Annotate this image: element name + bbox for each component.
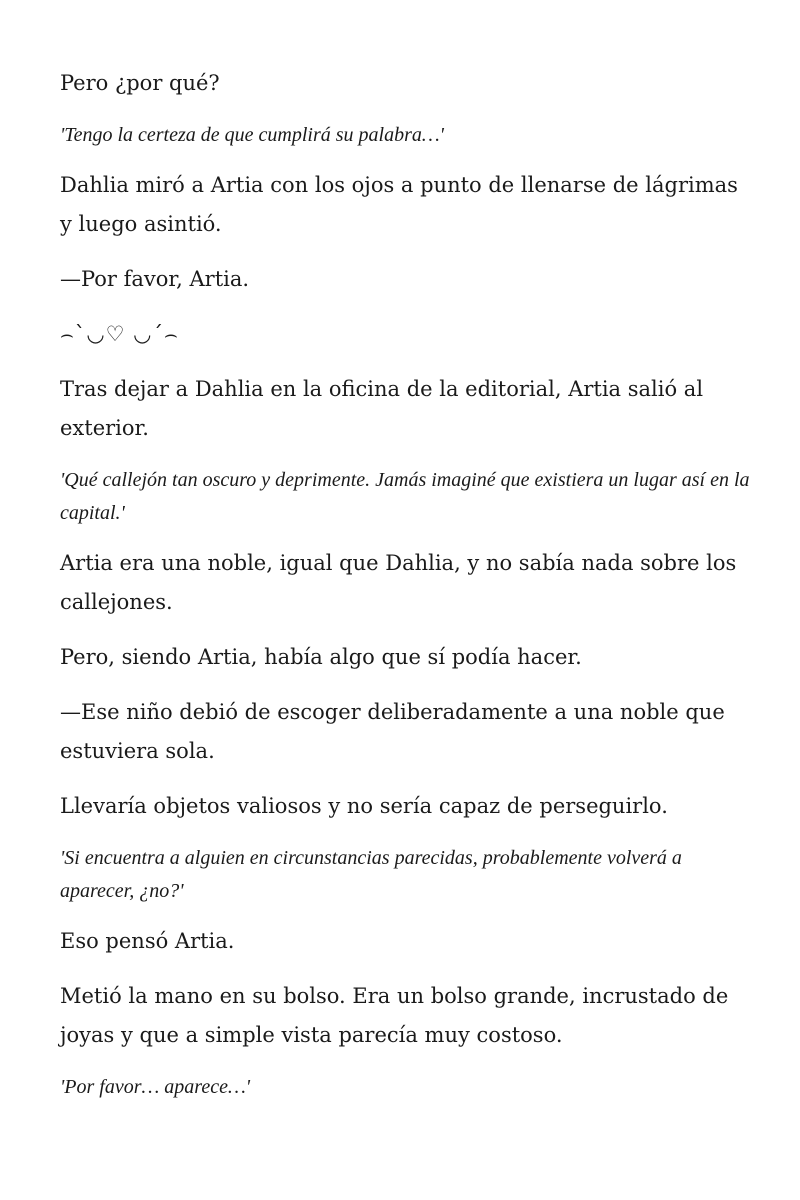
paragraph: Pero ¿por qué? — [60, 71, 220, 95]
paragraph: Eso pensó Artia. — [60, 929, 235, 953]
paragraph: Llevaría objetos valiosos y no sería capaz de perseguirlo. — [60, 794, 668, 818]
dialogue-paragraph: —Ese niño debió de escoger deliberadamente a una noble que estuviera sola. — [60, 700, 725, 763]
paragraph: Tras dejar a Dahlia en la oficina de la editorial, Artia salió al exterior. — [60, 377, 704, 440]
paragraph: Artia era una noble, igual que Dahlia, y no sabía nada sobre los callejones. — [60, 551, 737, 614]
reading-page — [60, 64, 750, 1118]
thought-paragraph: 'Si encuentra a alguien en circunstancias parecidas, probablemente volverá a aparecer, ¿no?' — [60, 847, 682, 902]
dialogue-paragraph: —Por favor, Artia. — [60, 267, 250, 291]
thought-paragraph: 'Qué callejón tan oscuro y deprimente. Jamás imaginé que existiera un lugar así en la capital.' — [60, 469, 750, 524]
thought-paragraph: 'Por favor… aparece…' — [60, 1076, 251, 1098]
scene-divider: ⌢`◡♡ ◡´⌢ — [60, 322, 179, 346]
paragraph: Pero, siendo Artia, había algo que sí podía hacer. — [60, 645, 582, 669]
paragraph: Metió la mano en su bolso. Era un bolso grande, incrustado de joyas y que a simple vista parecía muy costoso. — [60, 984, 729, 1047]
thought-paragraph: 'Tengo la certeza de que cumplirá su palabra…' — [60, 124, 444, 146]
paragraph: Dahlia miró a Artia con los ojos a punto de llenarse de lágrimas y luego asintió. — [60, 173, 738, 236]
